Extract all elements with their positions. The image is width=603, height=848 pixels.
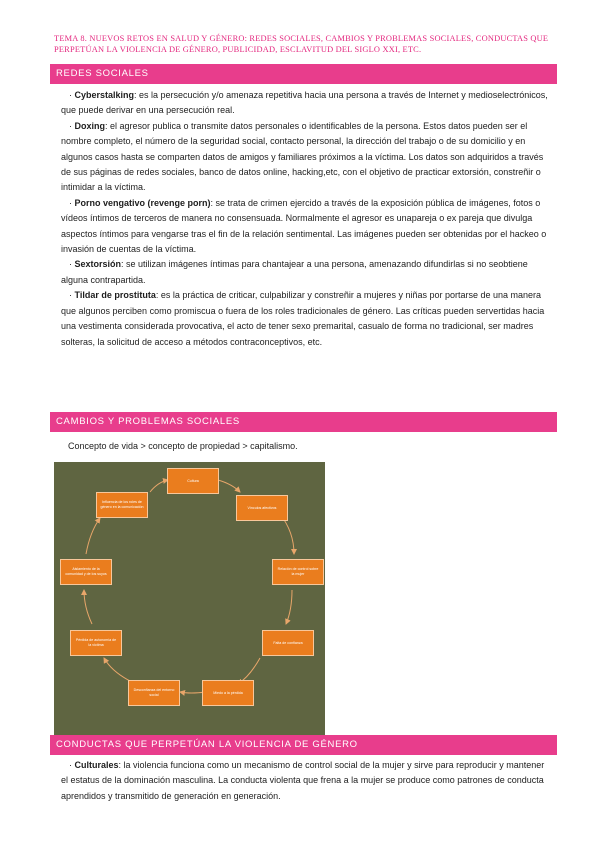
term-definition: : se trata de crimen ejercido a través de la exposición pública de imágenes, fotos o vídeos íntimos de terceros de manera no consensuada. Normalmente el agresor es unapareja o ex pareja que divulga aspectos íntimos para vengarse tras el fin de la relación sentimental. Las imágenes pueden ser obtenidas por el hackeo o invasión de cuentas de la víctima. bbox=[61, 197, 547, 255]
term-label: Culturales bbox=[74, 760, 119, 770]
section-heading-redes-sociales: REDES SOCIALES bbox=[50, 64, 557, 84]
list-item: · Doxing: el agresor publica o transmite datos personales o identificables de la persona. Estos datos pueden ser el nombre completo, el número de la seguridad social, contacto personal, la dirección del trabajo o de su domicilio y en algunos casos hasta se comparten datos de amigos y familiares próximos a la víctima. Los datos son adquiridos a través de sus páginas de redes sociales, banco de datos online, hacking,etc, con el objetivo de practicar extorsión, constreñir o intimidar a la víctima. bbox=[61, 120, 544, 193]
conductas-list bbox=[61, 758, 553, 804]
cycle-arrow bbox=[86, 518, 100, 554]
term-label: Porno vengativo (revenge porn) bbox=[74, 197, 211, 208]
cycle-arrow bbox=[218, 480, 240, 492]
cycle-node: Cultura bbox=[167, 468, 219, 494]
cycle-arrow bbox=[286, 590, 292, 624]
section-heading-conductas: CONDUCTAS QUE PERPETÚAN LA VIOLENCIA DE GÉNERO bbox=[50, 735, 557, 755]
cycle-node: Falta de confianza bbox=[262, 630, 314, 656]
list-item: · Porno vengativo (revenge porn): se trata de crimen ejercido a través de la exposición pública de imágenes, fotos o vídeos íntimos de terceros de manera no consensuada. Normalmente el agresor es unapareja o ex pareja que divulga aspectos íntimos para vengarse tras el fin de la relación sentimental. Las imágenes pueden ser obtenidas por el hackeo o invasión de cuentas de la víctima. bbox=[61, 197, 547, 255]
list-item: · Sextorsión: se utilizan imágenes íntimas para chantajear a una persona, amenazando difundirlas si no seobtiene alguna contrapartida. bbox=[61, 259, 528, 285]
cycle-arrow bbox=[150, 480, 168, 492]
list-item: · Cyberstalking: es la persecución y/o amenaza repetitiva hacia una persona a través de Internet y medioselectrónicos, que puede derivar en una persecución real. bbox=[61, 90, 548, 116]
list-item: · Tildar de prostituta: es la práctica de criticar, culpabilizar y constreñir a mujeres y niñas por portarse de una manera que algunos perciben como promiscua o fuera de los roles tradicionales de género. Las críticas pueden servertidas hacia una vestimenta considerada provocativa, el acto de tener sexo premarital, casualo de forma no tradicional, ser madres solteras, la solicitud de acceso a métodos contraconceptivos, etc. bbox=[61, 290, 545, 347]
concept-line: Concepto de vida > concepto de propiedad > capitalismo. bbox=[68, 441, 298, 451]
cycle-node: Desconfianza del entorno social bbox=[128, 680, 180, 706]
cycle-node: Pérdida de autonomía de la víctima bbox=[70, 630, 122, 656]
section-heading-cambios: CAMBIOS Y PROBLEMAS SOCIALES bbox=[50, 412, 557, 432]
cycle-node: Miedo a la pérdida bbox=[202, 680, 254, 706]
cycle-node: Aislamiento de la comunidad y de los suyos bbox=[60, 559, 112, 585]
term-label: Tildar de prostituta bbox=[74, 290, 156, 301]
cycle-node: Influencia de los roles de género en la comunicación bbox=[96, 492, 148, 518]
term-label: Doxing bbox=[74, 120, 105, 131]
term-label: Sextorsión bbox=[74, 259, 122, 270]
term-definition: : el agresor publica o transmite datos personales o identificables de la persona. Estos datos pueden ser el nombre completo, el número de la seguridad social, contacto personal, la dirección del trabajo o de su domicilio y en algunos casos hasta se comparten datos de amigos y familiares próximos a la víctima. Los datos son adquiridos a través de sus páginas de redes sociales, banco de datos online, hacking,etc, con el objetivo de practicar extorsión, constreñir o intimidar a la víctima. bbox=[61, 120, 544, 193]
term-label: Cyberstalking bbox=[74, 90, 135, 100]
term-definition: : se utilizan imágenes íntimas para chantajear a una persona, amenazando difundirlas si no seobtiene alguna contrapartida. bbox=[61, 259, 528, 285]
list-item: · Culturales: la violencia funciona como un mecanismo de control social de la mujer y sirve para reproducir y mantener el estatus de la dominación masculina. La conducta violenta que frena a la mujer se produce como patrones de conducta aprendidos y transmitido de generación en generación. bbox=[61, 760, 545, 801]
cycle-diagram bbox=[54, 462, 325, 745]
redes-sociales-list bbox=[61, 88, 553, 350]
cycle-node: Relación de control sobre la mujer bbox=[272, 559, 324, 585]
page-title: TEMA 8. NUEVOS RETOS EN SALUD Y GÉNERO: REDES SOCIALES, CAMBIOS Y PROBLEMAS SOCIALES, CONDUCTAS QUE PERPETÚAN LA VIOLENCIA DE GÉNERO, PUBLICIDAD, ESCLAVITUD DEL SIGLO XXI, ETC. bbox=[54, 34, 549, 54]
term-definition: : es la persecución y/o amenaza repetitiva hacia una persona a través de Internet y medioselectrónicos, que puede derivar en una persecución real. bbox=[61, 90, 548, 116]
cycle-node: Vínculos afectivos bbox=[236, 495, 288, 521]
term-definition: : es la práctica de criticar, culpabilizar y constreñir a mujeres y niñas por portarse de una manera que algunos perciben como promiscua o fuera de los roles tradicionales de género. Las críticas pueden servertidas hacia una vestimenta considerada provocativa, el acto de tener sexo premarital, casualo de forma no tradicional, ser madres solteras, la solicitud de acceso a métodos contraconceptivos, etc. bbox=[61, 290, 545, 347]
cycle-arrow bbox=[84, 590, 92, 624]
cycle-arrow bbox=[104, 658, 132, 682]
term-definition: : la violencia funciona como un mecanismo de control social de la mujer y sirve para reproducir y mantener el estatus de la dominación masculina. La conducta violenta que frena a la mujer se produce como patrones de conducta aprendidos y transmitido de generación en generación. bbox=[61, 760, 545, 801]
